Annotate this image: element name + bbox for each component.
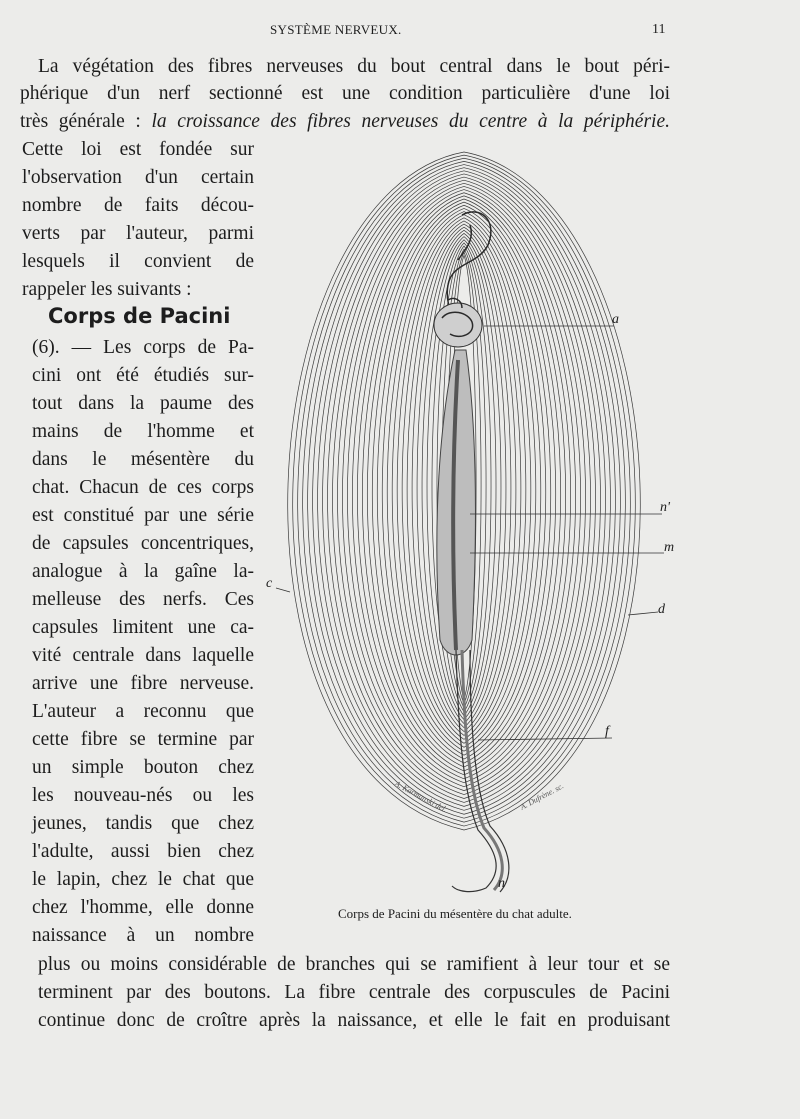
label-f: f	[605, 724, 609, 739]
running-head: SYSTÈME NERVEUX.	[270, 22, 402, 37]
label-n-prime: n'	[660, 500, 670, 515]
label-c: c	[266, 576, 273, 591]
column-line: (6). — Les corps de Pa-	[32, 337, 254, 358]
page-number: 11	[652, 22, 666, 37]
body-line: La végétation des fibres nerveuses du bout central dans le bout péri-	[38, 56, 670, 77]
body-line: continue donc de croître après la naissance, et elle le fait en produisant	[38, 1010, 670, 1031]
column-line: arrive une fibre nerveuse.	[32, 673, 254, 694]
column-line: le lapin, chez le chat que	[32, 869, 254, 890]
body-line: phérique d'un nerf sectionné est une condition particulière d'une loi	[20, 83, 670, 104]
column-line: naissance à un nombre	[32, 925, 254, 946]
column-line: tout dans la paume des	[32, 393, 254, 414]
column-line: un simple bouton chez	[32, 757, 254, 778]
central-core	[437, 350, 476, 655]
column-line: chez l'homme, elle donne	[32, 897, 254, 918]
column-line: verts par l'auteur, parmi	[22, 223, 254, 244]
label-a: a	[612, 312, 619, 327]
column-line: cini ont été étudiés sur-	[32, 365, 254, 386]
body-line: terminent par des boutons. La fibre centrale des corpuscules de Pacini	[38, 982, 670, 1003]
column-line: lesquels il convient de	[22, 251, 254, 272]
label-n: n	[498, 876, 505, 891]
column-line: de capsules concentriques,	[32, 533, 254, 554]
column-line: l'observation d'un certain	[22, 167, 254, 188]
figure-caption: Corps de Pacini du mésentère du chat adulte.	[338, 906, 572, 921]
engraver-signature-left: A. Karmanski del.	[393, 778, 449, 815]
column-line: Cette loi est fondée sur	[22, 139, 254, 160]
column-line: chat. Chacun de ces corps	[32, 477, 254, 498]
engraver-signature-right: A. Dufrène. sc.	[518, 781, 566, 812]
column-line: cette fibre se termine par	[32, 729, 254, 750]
column-line: rappeler les suivants :	[22, 279, 192, 300]
column-line: nombre de faits décou-	[22, 195, 254, 216]
column-line: est constitué par une série	[32, 505, 254, 526]
column-line: analogue à la gaîne la-	[32, 561, 254, 582]
italic-law: la croissance des fibres nerveuses du centre à la périphérie.	[151, 111, 670, 132]
column-line: vité centrale dans laquelle	[32, 645, 254, 666]
label-d: d	[658, 602, 665, 617]
column-line: les nouveau-nés ou les	[32, 785, 254, 806]
column-line: melleuse des nerfs. Ces	[32, 589, 254, 610]
column-line: mains de l'homme et	[32, 421, 254, 442]
body-text: très générale :	[20, 111, 152, 132]
column-line: L'auteur a reconnu que	[32, 701, 254, 722]
column-line: l'adulte, aussi bien chez	[32, 841, 254, 862]
column-line: dans le mésentère du	[32, 449, 254, 470]
label-m: m	[664, 540, 675, 555]
column-line: jeunes, tandis que chez	[32, 813, 254, 834]
section-heading: Corps de Pacini	[48, 304, 231, 328]
body-line: plus ou moins considérable de branches qui se ramifient à leur tour et se	[38, 954, 670, 975]
column-line: capsules limitent une ca-	[32, 617, 254, 638]
